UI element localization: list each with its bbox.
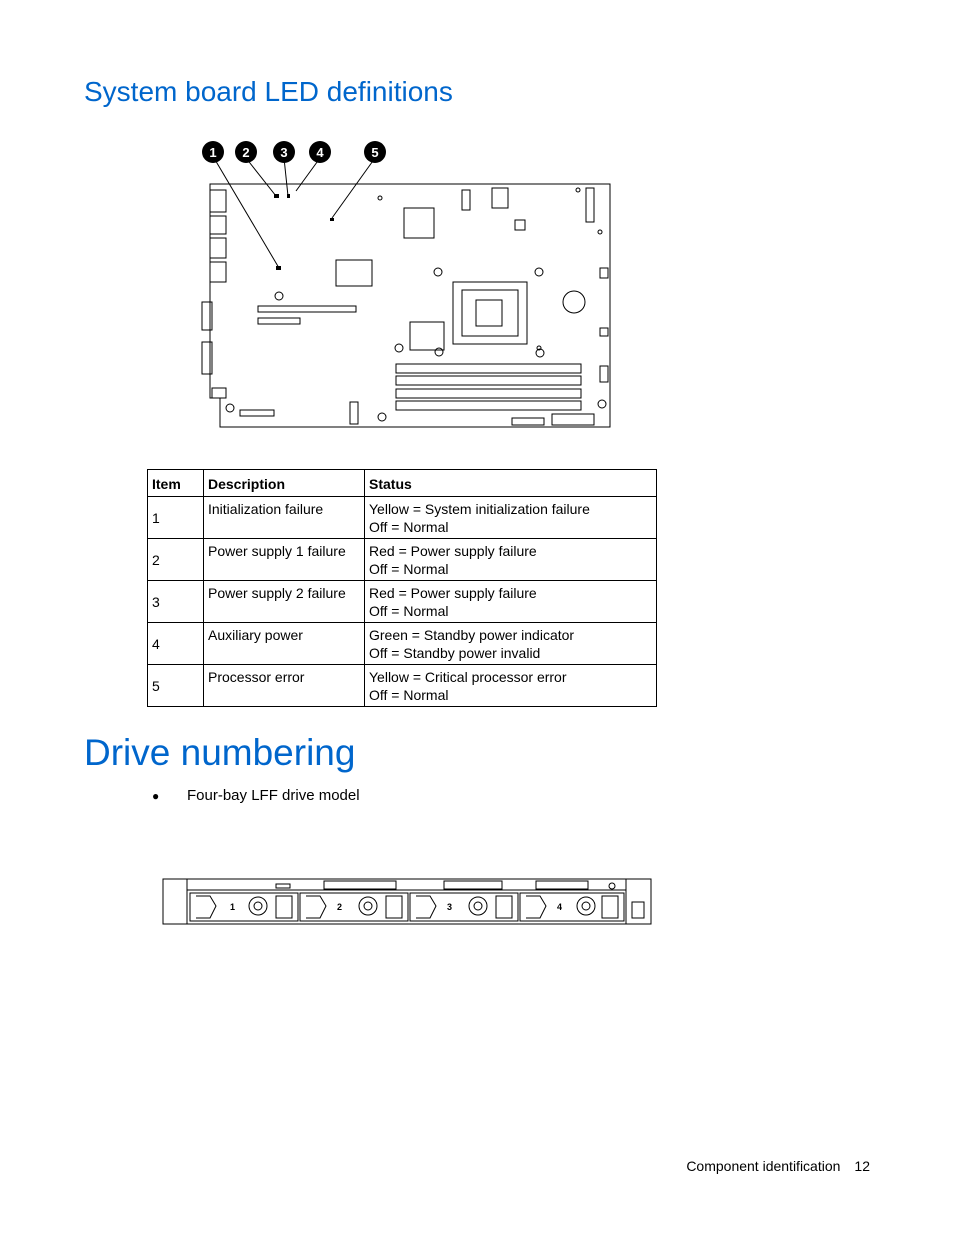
drive-bay-3-label: 3 (447, 902, 453, 912)
svg-text:1: 1 (209, 145, 217, 160)
bullet-text: Four-bay LFF drive model (187, 787, 360, 804)
row-item: 3 (148, 581, 204, 623)
led-definitions-table (147, 469, 657, 707)
row-description: Initialization failure (204, 497, 365, 539)
table-row (148, 539, 657, 581)
drive-bay-2-label: 2 (337, 902, 343, 912)
table-row (148, 497, 657, 539)
row-description: Power supply 1 failure (204, 539, 365, 581)
row-description: Power supply 2 failure (204, 581, 365, 623)
header-item: Item (148, 470, 204, 497)
table-row (148, 623, 657, 665)
callout-2 (235, 141, 257, 163)
row-item: 4 (148, 623, 204, 665)
row-status: Red = Power supply failure Off = Normal (365, 581, 657, 623)
row-item: 1 (148, 497, 204, 539)
row-item: 2 (148, 539, 204, 581)
drive-bay-4-label: 4 (557, 902, 563, 912)
row-status: Yellow = Critical processor error Off = Normal (365, 665, 657, 707)
system-board-diagram (196, 136, 616, 432)
callout-3 (273, 141, 295, 163)
section-title-drive-numbering: Drive numbering (84, 732, 356, 773)
row-item: 5 (148, 665, 204, 707)
page-footer (686, 1158, 870, 1174)
callout-5 (364, 141, 386, 163)
drive-bay-1-label: 1 (230, 902, 236, 912)
row-description: Auxiliary power (204, 623, 365, 665)
row-description: Processor error (204, 665, 365, 707)
row-status: Red = Power supply failure Off = Normal (365, 539, 657, 581)
footer-section: Component identification (686, 1158, 841, 1174)
section-title-led: System board LED definitions (84, 76, 453, 107)
row-status: Yellow = System initialization failure Off = Normal (365, 497, 657, 539)
header-description: Description (204, 470, 365, 497)
header-status: Status (365, 470, 657, 497)
table-header-row (148, 470, 657, 497)
row-status: Green = Standby power indicator Off = Standby power invalid (365, 623, 657, 665)
svg-text:2: 2 (242, 145, 250, 160)
svg-text:4: 4 (316, 145, 324, 160)
callout-4 (309, 141, 331, 163)
bullet-icon: ● (152, 789, 160, 803)
svg-text:3: 3 (280, 145, 288, 160)
table-row (148, 581, 657, 623)
callout-1 (202, 141, 224, 163)
svg-text:5: 5 (371, 145, 379, 160)
table-row (148, 665, 657, 707)
front-panel-diagram (160, 876, 654, 928)
page-number: 12 (854, 1158, 870, 1174)
